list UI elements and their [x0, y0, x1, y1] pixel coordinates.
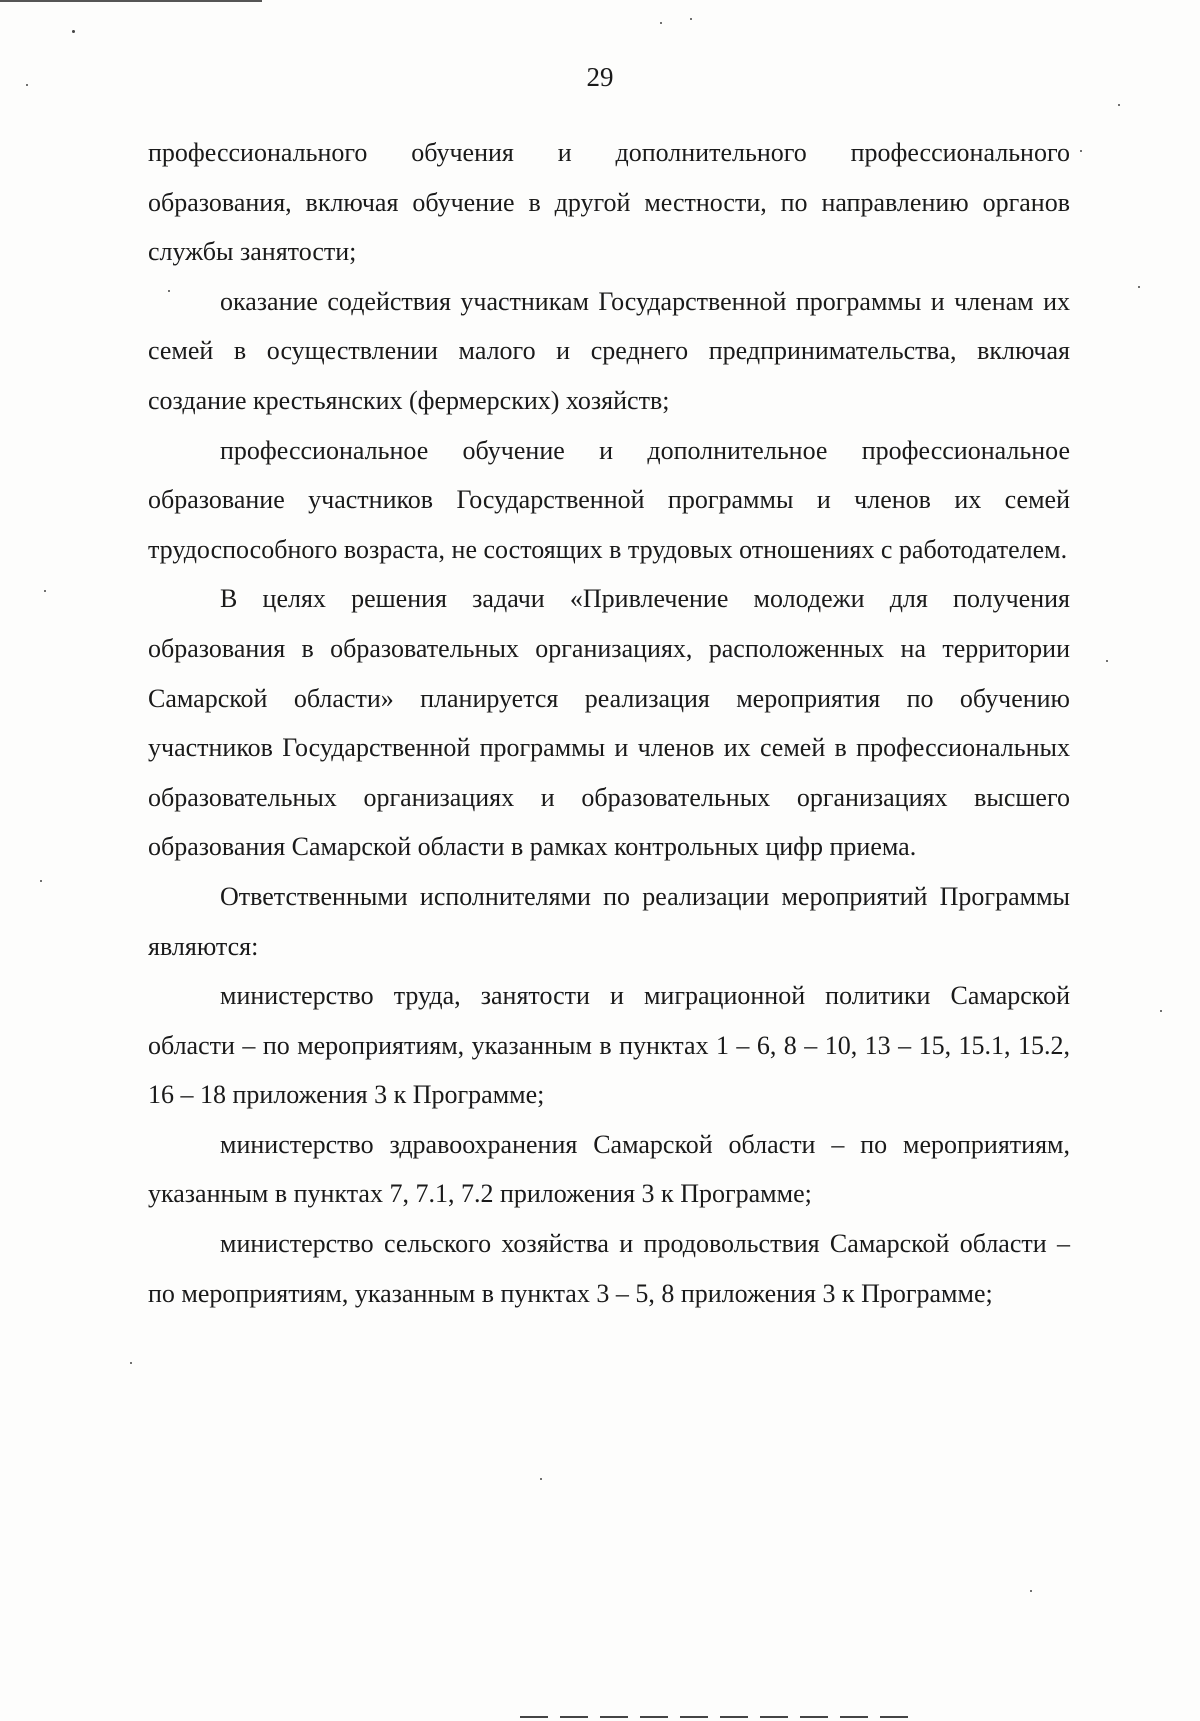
paragraph: профессиональное обучение и дополнительное профессиональное образование участников Государственной программы и членов их семей трудоспособного возраста, не состоящих в трудовых отношениях с работодателем. [148, 435, 1070, 564]
scan-speck [1106, 660, 1108, 662]
paragraph: оказание содействия участникам Государственной программы и членам их семей в осуществлении малого и среднего предпринимательства, включая создание крестьянских (фермерских) хозяйств; [148, 286, 1070, 415]
scan-speck [130, 1362, 132, 1364]
scan-speck [690, 18, 692, 20]
scan-speck [168, 290, 170, 292]
page-number: 29 [586, 62, 614, 92]
paragraph: В целях решения задачи «Привлечение молодежи для получения образования в образовательных организациях, расположенных на территории Самарской области» планируется реализация мероприятия по обучению участников Государственной программы и членов их семей в профессиональных образовательных организациях и образовательных организациях высшего образования Самарской области в рамках контрольных цифр приема. [148, 584, 1070, 862]
scan-speck [1160, 1010, 1162, 1012]
paragraph: профессионального обучения и дополнительного профессионального образования, включая обучение в другой местности, по направлению органов службы занятости; [148, 138, 1070, 267]
paragraph: министерство труда, занятости и миграционной политики Самарской области – по мероприятиям, указанным в пунктах 1 – 6, 8 – 10, 13 – 15, 15.1, 15.2, 16 – 18 приложения 3 к Программе; [148, 981, 1070, 1110]
scan-speck [40, 880, 42, 882]
scan-speck [26, 84, 28, 86]
scan-speck [1138, 286, 1140, 288]
scan-speck [660, 22, 662, 24]
paragraph: министерство сельского хозяйства и продовольствия Самарской области – по мероприятиям, указанным в пунктах 3 – 5, 8 приложения 3 к Программе; [148, 1229, 1070, 1308]
scan-edge-line [520, 1716, 920, 1718]
scan-speck [1118, 104, 1120, 106]
document-body [148, 128, 1070, 1318]
scan-speck [44, 590, 46, 592]
paragraph: министерство здравоохранения Самарской области – по мероприятиям, указанным в пунктах 7, 7.1, 7.2 приложения 3 к Программе; [148, 1129, 1070, 1209]
scan-speck [1030, 1590, 1032, 1592]
scan-speck [1080, 150, 1082, 152]
scan-edge-line [0, 0, 262, 2]
scan-speck [72, 30, 75, 33]
paragraph: Ответственными исполнителями по реализации мероприятий Программы являются: [148, 881, 1070, 961]
scan-speck [540, 1478, 542, 1480]
